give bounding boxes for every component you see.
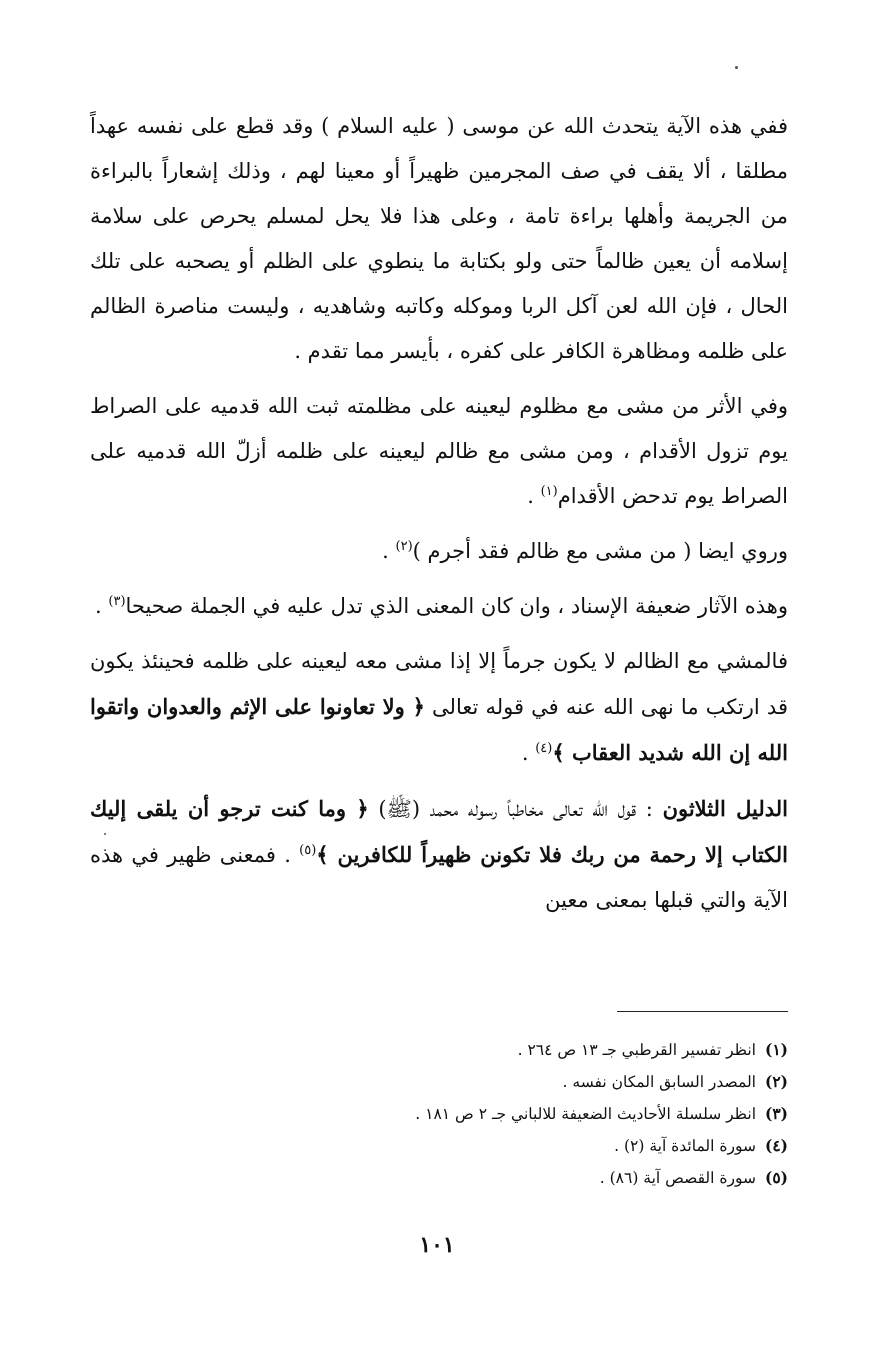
footnote-ref-3[interactable]: (٣) — [108, 594, 126, 609]
paragraph-6 — [90, 786, 788, 923]
footnote-text: انظر تفسير القرطبي جـ ١٣ ص ٢٦٤ . — [517, 1041, 756, 1059]
quran-quote-1: ﴿ ولا تعاونوا على الإثم والعدوان واتقوا الله إن الله شديد العقاب ﴾ — [90, 694, 788, 765]
paragraph-5-text: فالمشي مع الظالم لا يكون جرماً إلا إذا مشى معه ليعينه على ظلمه فحينئذ يكون قد ارتكب ما نهى الله عنه في قوله تعالى — [90, 649, 788, 719]
paragraph-2-text: وفي الأثر من مشى مع مظلوم ليعينه على مظلمته ثبت الله قدميه على الصراط يوم تزول الأقدام ، ومن مشى مع ظالم ليعينه على ظلمه أزلّ الله قدميه على الصراط يوم تدحض الأقدام — [90, 394, 789, 508]
paragraph-4-text: وهذه الآثار ضعيفة الإسناد ، وان كان المعنى الذي تدل عليه في الجملة صحيحا — [125, 594, 788, 618]
footnote-item — [90, 1130, 788, 1162]
footnote-text: سورة القصص آية (٨٦) . — [599, 1169, 756, 1187]
paragraph-3 — [90, 529, 788, 574]
footnote-number: (٢) — [764, 1072, 788, 1091]
page-number: ١٠١ — [419, 1232, 455, 1258]
paragraph-3-text: وروي ايضا ( من مشى مع ظالم فقد أجرم ) — [412, 539, 788, 563]
footnote-item — [90, 1162, 788, 1194]
paragraph-1 — [90, 104, 788, 374]
paragraph-1-text: ففي هذه الآية يتحدث الله عن موسى ( عليه السلام ) وقد قطع على نفسه عهداً مطلقا ، ألا يقف في صف المجرمين ظهيراً أو معينا لهم ، وذلك إشعاراً بالبراءة من الجريمة وأهلها براءة تامة ، وعلى هذا فلا يحل لمسلم يحرص على سلامة إسلامه أن يعين ظالماً حتى ولو بكتابة ما ينطوي على الظلم أو يصحبه على تلك الحال ، فإن الله لعن آكل الربا وموكله وكاتبه وشاهديه ، وليست مناصرة الظالم على ظلمه ومظاهرة الكافر على كفره ، بأيسر مما تقدم . — [90, 114, 788, 363]
footnote-number: (٤) — [764, 1136, 788, 1155]
footnote-text: المصدر السابق المكان نفسه . — [562, 1073, 756, 1091]
footnote-item — [90, 1066, 788, 1098]
footnote-text: سورة المائدة آية (٢) . — [614, 1137, 756, 1155]
footnotes-list — [90, 1034, 788, 1194]
footnote-number: (١) — [764, 1040, 788, 1059]
section-heading: الدليل الثلاثون — [662, 796, 788, 821]
scan-speck — [735, 66, 738, 69]
page-body — [90, 104, 788, 923]
paragraph-4-tail: . — [95, 594, 109, 618]
footnote-item — [90, 1034, 788, 1066]
footnote-ref-5[interactable]: (٥) — [299, 843, 317, 858]
footnote-ref-4[interactable]: (٤) — [535, 741, 553, 756]
paragraph-5 — [90, 639, 788, 776]
quran-quote-2: ﴿ وما كنت ترجو أن يلقى إليك الكتاب إلا رحمة من ربك فلا تكونن ظهيراً للكافرين ﴾ — [90, 796, 788, 867]
paragraph-6-tail: . فمعنى ظهير في هذه الآية والتي قبلها بمعنى معين — [90, 843, 788, 912]
footnote-divider — [617, 1011, 788, 1012]
footnote-number: (٣) — [764, 1104, 788, 1123]
footnote-text: انظر سلسلة الأحاديث الضعيفة للالباني جـ ٢ ص ١٨١ . — [415, 1105, 756, 1123]
footnote-ref-2[interactable]: (٢) — [395, 539, 413, 554]
paragraph-3-tail: . — [382, 539, 396, 563]
paragraph-2-tail: . — [527, 484, 541, 508]
footnote-number: (٥) — [764, 1168, 788, 1187]
footnote-item — [90, 1098, 788, 1130]
footnote-ref-1[interactable]: (١) — [540, 484, 558, 499]
paragraph-4 — [90, 584, 788, 629]
paragraph-5-tail: . — [521, 741, 536, 765]
paragraph-2 — [90, 384, 788, 519]
paragraph-6-text: : قول الله تعالى مخاطباً رسوله محمد (ﷺ) — [368, 797, 663, 821]
